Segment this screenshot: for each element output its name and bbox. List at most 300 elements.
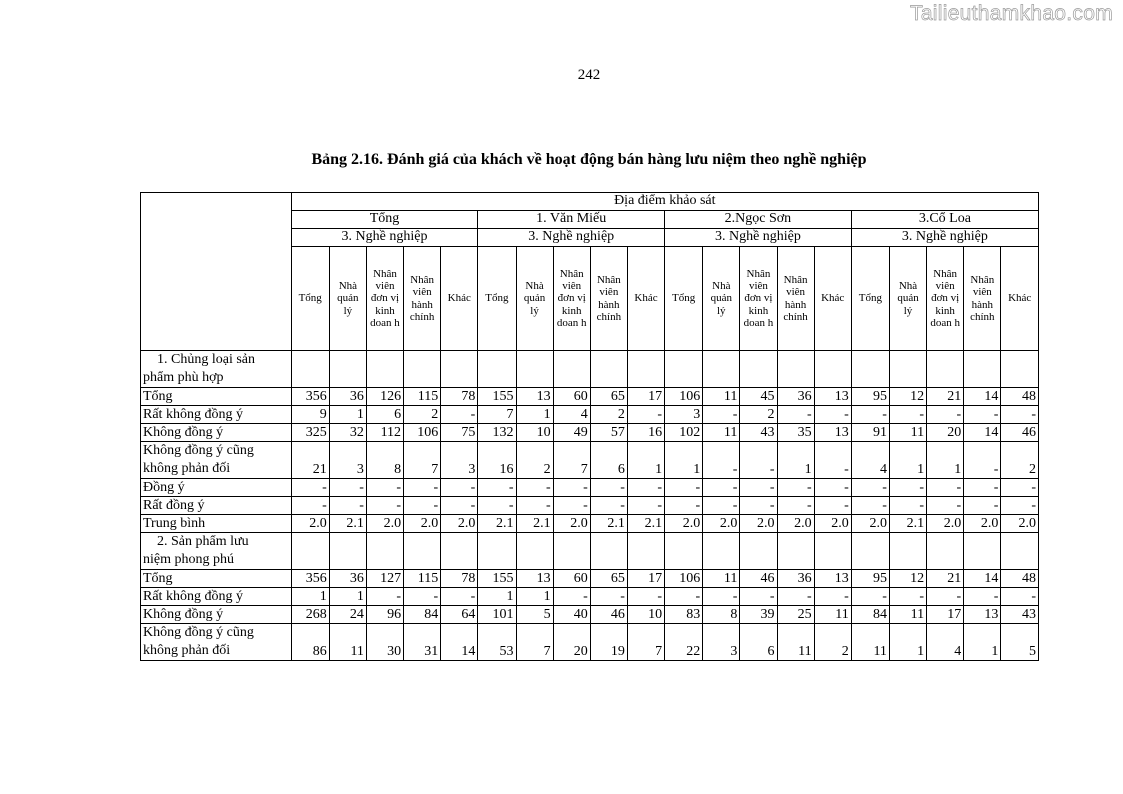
value-cell: - <box>627 479 664 497</box>
empty-cell <box>703 533 740 570</box>
row-label: Rất đồng ý <box>141 497 292 515</box>
row-label <box>141 624 292 661</box>
table-row <box>141 424 1039 442</box>
value-cell: 3 <box>665 406 703 424</box>
empty-cell <box>366 533 403 570</box>
value-cell: 43 <box>740 424 777 442</box>
value-cell: 106 <box>665 570 703 588</box>
value-cell: - <box>1001 497 1039 515</box>
header-column: Nhân viên hành chính <box>964 247 1001 351</box>
value-cell: - <box>814 497 851 515</box>
value-cell: 36 <box>329 570 366 588</box>
value-cell: - <box>329 497 366 515</box>
header-column: Nhà quản lý <box>703 247 740 351</box>
value-cell: 356 <box>291 388 329 406</box>
value-cell: 115 <box>404 388 441 406</box>
value-cell: - <box>441 406 478 424</box>
value-cell: 4 <box>553 406 590 424</box>
value-cell: 1 <box>964 624 1001 661</box>
empty-cell <box>627 533 664 570</box>
value-cell: 106 <box>665 388 703 406</box>
section-title-line: 2. Sản phẩm lưu <box>157 534 249 549</box>
header-column: Nhân viên đơn vị kinh doan h <box>553 247 590 351</box>
value-cell: 6 <box>590 442 627 479</box>
value-cell: 5 <box>516 606 553 624</box>
section-row <box>141 351 1039 388</box>
empty-cell <box>740 533 777 570</box>
value-cell: 17 <box>627 388 664 406</box>
page-number: 242 <box>577 67 601 83</box>
value-cell: 96 <box>366 606 403 624</box>
value-cell: 14 <box>441 624 478 661</box>
value-cell: - <box>665 497 703 515</box>
value-cell: 78 <box>441 570 478 588</box>
header-occupation: 3. Nghề nghiệp <box>851 229 1038 247</box>
value-cell: - <box>1001 479 1039 497</box>
empty-cell <box>1001 533 1039 570</box>
value-cell: - <box>814 442 851 479</box>
value-cell: - <box>1001 406 1039 424</box>
row-label-line: Không đồng ý cũng <box>143 443 254 458</box>
value-cell: - <box>740 479 777 497</box>
value-cell: - <box>777 479 814 497</box>
value-cell: - <box>889 406 926 424</box>
value-cell: 12 <box>889 570 926 588</box>
value-cell: 1 <box>889 624 926 661</box>
table-title: Bảng 2.16. Đánh giá của khách về hoạt động bán hàng lưu niệm theo nghề nghiệp <box>311 151 867 168</box>
value-cell: 13 <box>814 424 851 442</box>
value-cell: 155 <box>478 388 516 406</box>
value-cell: - <box>851 406 889 424</box>
empty-cell <box>851 351 889 388</box>
value-cell: - <box>927 479 964 497</box>
value-cell: 8 <box>366 442 403 479</box>
value-cell: 7 <box>553 442 590 479</box>
header-occupation: 3. Nghề nghiệp <box>478 229 665 247</box>
value-cell: 132 <box>478 424 516 442</box>
value-cell: - <box>627 406 664 424</box>
value-cell: 1 <box>889 442 926 479</box>
value-cell: 2.0 <box>291 515 329 533</box>
header-group: 1. Văn Miếu <box>478 211 665 229</box>
value-cell: - <box>441 479 478 497</box>
value-cell: 325 <box>291 424 329 442</box>
section-row <box>141 533 1039 570</box>
empty-cell <box>665 533 703 570</box>
value-cell: 84 <box>404 606 441 624</box>
value-cell: 17 <box>927 606 964 624</box>
value-cell: 75 <box>441 424 478 442</box>
value-cell: - <box>329 479 366 497</box>
value-cell: 11 <box>703 388 740 406</box>
value-cell: 13 <box>516 570 553 588</box>
value-cell: - <box>964 479 1001 497</box>
value-cell: 14 <box>964 388 1001 406</box>
value-cell: 1 <box>777 442 814 479</box>
value-cell: - <box>590 497 627 515</box>
value-cell: 356 <box>291 570 329 588</box>
value-cell: 65 <box>590 570 627 588</box>
value-cell: 126 <box>366 388 403 406</box>
value-cell: 115 <box>404 570 441 588</box>
row-label: Trung bình <box>141 515 292 533</box>
empty-cell <box>516 351 553 388</box>
value-cell: - <box>703 406 740 424</box>
value-cell: 46 <box>740 570 777 588</box>
value-cell: 2.1 <box>590 515 627 533</box>
table-row <box>141 570 1039 588</box>
value-cell: 2.1 <box>889 515 926 533</box>
value-cell: - <box>703 442 740 479</box>
value-cell: 11 <box>814 606 851 624</box>
value-cell: 2.1 <box>478 515 516 533</box>
value-cell: 91 <box>851 424 889 442</box>
header-column: Nhân viên hành chính <box>404 247 441 351</box>
empty-cell <box>366 351 403 388</box>
empty-cell <box>590 533 627 570</box>
header-column: Nhà quản lý <box>889 247 926 351</box>
value-cell: - <box>703 497 740 515</box>
empty-cell <box>516 533 553 570</box>
value-cell: 7 <box>516 624 553 661</box>
empty-cell <box>964 351 1001 388</box>
empty-cell <box>814 351 851 388</box>
value-cell: 39 <box>740 606 777 624</box>
value-cell: - <box>777 497 814 515</box>
value-cell: 2.1 <box>627 515 664 533</box>
value-cell: 36 <box>777 388 814 406</box>
value-cell: 40 <box>553 606 590 624</box>
table-row <box>141 406 1039 424</box>
value-cell: - <box>478 497 516 515</box>
header-group: 2.Ngọc Sơn <box>665 211 852 229</box>
value-cell: 2.0 <box>665 515 703 533</box>
value-cell: 13 <box>814 388 851 406</box>
value-cell: 20 <box>553 624 590 661</box>
empty-cell <box>404 351 441 388</box>
header-group: 3.Cổ Loa <box>851 211 1038 229</box>
empty-cell <box>478 351 516 388</box>
value-cell: - <box>777 406 814 424</box>
value-cell: 2 <box>814 624 851 661</box>
value-cell: 13 <box>964 606 1001 624</box>
header-occupation: 3. Nghề nghiệp <box>665 229 852 247</box>
empty-cell <box>814 533 851 570</box>
value-cell: 36 <box>329 388 366 406</box>
value-cell: 95 <box>851 388 889 406</box>
value-cell: 11 <box>329 624 366 661</box>
value-cell: - <box>590 479 627 497</box>
value-cell: 16 <box>627 424 664 442</box>
table-row <box>141 388 1039 406</box>
empty-cell <box>553 533 590 570</box>
header-column: Nhân viên hành chính <box>590 247 627 351</box>
value-cell: 9 <box>291 406 329 424</box>
value-cell: 11 <box>889 424 926 442</box>
value-cell: 11 <box>703 570 740 588</box>
value-cell: - <box>740 497 777 515</box>
header-survey-location: Địa điểm khảo sát <box>291 193 1038 211</box>
value-cell: - <box>814 479 851 497</box>
value-cell: 10 <box>516 424 553 442</box>
table-row <box>141 624 1039 661</box>
value-cell: 12 <box>889 388 926 406</box>
header-column: Khác <box>627 247 664 351</box>
empty-cell <box>291 533 329 570</box>
empty-cell <box>553 351 590 388</box>
value-cell: 60 <box>553 570 590 588</box>
value-cell: 155 <box>478 570 516 588</box>
value-cell: 2 <box>740 406 777 424</box>
value-cell: 2 <box>1001 442 1039 479</box>
value-cell: - <box>814 406 851 424</box>
value-cell: 65 <box>590 388 627 406</box>
empty-cell <box>441 533 478 570</box>
header-column: Nhà quản lý <box>516 247 553 351</box>
value-cell: 48 <box>1001 388 1039 406</box>
empty-cell <box>627 351 664 388</box>
empty-cell <box>329 533 366 570</box>
value-cell: - <box>553 588 590 606</box>
value-cell: 21 <box>927 388 964 406</box>
value-cell: 2.0 <box>553 515 590 533</box>
value-cell: 7 <box>478 406 516 424</box>
value-cell: - <box>927 406 964 424</box>
row-label: Tổng <box>141 570 292 588</box>
watermark: Tailieuthamkhao.com <box>910 2 1113 25</box>
value-cell: 7 <box>627 624 664 661</box>
value-cell: - <box>516 479 553 497</box>
header-column: Tổng <box>665 247 703 351</box>
row-label-line: không phản đối <box>143 643 231 658</box>
header-group: Tổng <box>291 211 478 229</box>
value-cell: 45 <box>740 388 777 406</box>
table-row <box>141 588 1039 606</box>
value-cell: 4 <box>927 624 964 661</box>
value-cell: - <box>441 588 478 606</box>
value-cell: 2 <box>590 406 627 424</box>
empty-cell <box>777 351 814 388</box>
value-cell: - <box>441 497 478 515</box>
value-cell: - <box>964 442 1001 479</box>
value-cell: 1 <box>627 442 664 479</box>
value-cell: 16 <box>478 442 516 479</box>
empty-cell <box>404 533 441 570</box>
value-cell: - <box>366 497 403 515</box>
value-cell: 2 <box>516 442 553 479</box>
row-label: Rất không đồng ý <box>141 406 292 424</box>
value-cell: - <box>516 497 553 515</box>
value-cell: 1 <box>665 442 703 479</box>
value-cell: 1 <box>516 588 553 606</box>
value-cell: 48 <box>1001 570 1039 588</box>
value-cell: 24 <box>329 606 366 624</box>
value-cell: 2.1 <box>516 515 553 533</box>
value-cell: 2.0 <box>777 515 814 533</box>
value-cell: 5 <box>1001 624 1039 661</box>
table-row <box>141 442 1039 479</box>
value-cell: 60 <box>553 388 590 406</box>
empty-cell <box>590 351 627 388</box>
value-cell: 1 <box>927 442 964 479</box>
value-cell: 11 <box>889 606 926 624</box>
row-label: Đồng ý <box>141 479 292 497</box>
value-cell: 57 <box>590 424 627 442</box>
empty-cell <box>665 351 703 388</box>
value-cell: - <box>851 588 889 606</box>
section-title-line: niệm phong phú <box>143 552 234 567</box>
value-cell: 1 <box>329 406 366 424</box>
value-cell: - <box>627 497 664 515</box>
value-cell: 14 <box>964 570 1001 588</box>
empty-cell <box>927 533 964 570</box>
value-cell: 14 <box>964 424 1001 442</box>
value-cell: - <box>927 588 964 606</box>
value-cell: 10 <box>627 606 664 624</box>
value-cell: - <box>703 588 740 606</box>
header-column: Nhân viên hành chính <box>777 247 814 351</box>
value-cell: 25 <box>777 606 814 624</box>
empty-cell <box>777 533 814 570</box>
value-cell: 1 <box>291 588 329 606</box>
value-cell: 3 <box>703 624 740 661</box>
value-cell: - <box>777 588 814 606</box>
value-cell: 101 <box>478 606 516 624</box>
value-cell: 11 <box>777 624 814 661</box>
value-cell: 1 <box>516 406 553 424</box>
empty-cell <box>291 351 329 388</box>
value-cell: 78 <box>441 388 478 406</box>
row-label: Không đồng ý <box>141 424 292 442</box>
empty-cell <box>889 351 926 388</box>
table-row <box>141 515 1039 533</box>
value-cell: - <box>740 442 777 479</box>
value-cell: - <box>814 588 851 606</box>
section-title <box>141 533 292 570</box>
value-cell: - <box>291 479 329 497</box>
value-cell: - <box>478 479 516 497</box>
section-title <box>141 351 292 388</box>
value-cell: 6 <box>366 406 403 424</box>
value-cell: 3 <box>329 442 366 479</box>
value-cell: 268 <box>291 606 329 624</box>
header-column: Khác <box>441 247 478 351</box>
value-cell: 2.0 <box>404 515 441 533</box>
row-label-line: không phản đối <box>143 461 231 476</box>
value-cell: 7 <box>404 442 441 479</box>
value-cell: 102 <box>665 424 703 442</box>
row-label-line: Không đồng ý cũng <box>143 625 254 640</box>
value-cell: 2.0 <box>964 515 1001 533</box>
header-corner-cell <box>141 193 292 351</box>
value-cell: - <box>851 479 889 497</box>
value-cell: 35 <box>777 424 814 442</box>
value-cell: 4 <box>851 442 889 479</box>
value-cell: 2.0 <box>927 515 964 533</box>
value-cell: - <box>366 479 403 497</box>
value-cell: 20 <box>927 424 964 442</box>
value-cell: 19 <box>590 624 627 661</box>
value-cell: - <box>553 497 590 515</box>
value-cell: 2.0 <box>1001 515 1039 533</box>
survey-table <box>140 192 1039 661</box>
value-cell: 2 <box>404 406 441 424</box>
value-cell: 3 <box>441 442 478 479</box>
empty-cell <box>740 351 777 388</box>
value-cell: - <box>851 497 889 515</box>
header-column: Tổng <box>291 247 329 351</box>
table-row <box>141 606 1039 624</box>
value-cell: 30 <box>366 624 403 661</box>
value-cell: 36 <box>777 570 814 588</box>
value-cell: 31 <box>404 624 441 661</box>
value-cell: 49 <box>553 424 590 442</box>
value-cell: - <box>404 497 441 515</box>
value-cell: 11 <box>703 424 740 442</box>
value-cell: 6 <box>740 624 777 661</box>
value-cell: - <box>404 479 441 497</box>
value-cell: - <box>665 588 703 606</box>
empty-cell <box>889 533 926 570</box>
row-label: Tổng <box>141 388 292 406</box>
value-cell: 46 <box>590 606 627 624</box>
value-cell: 46 <box>1001 424 1039 442</box>
header-column: Nhân viên đơn vị kinh doan h <box>740 247 777 351</box>
value-cell: 43 <box>1001 606 1039 624</box>
section-title-line: phẩm phù hợp <box>143 370 224 385</box>
row-label <box>141 442 292 479</box>
value-cell: 1 <box>478 588 516 606</box>
value-cell: - <box>927 497 964 515</box>
value-cell: - <box>964 588 1001 606</box>
header-column: Nhân viên đơn vị kinh doan h <box>366 247 403 351</box>
value-cell: 21 <box>291 442 329 479</box>
value-cell: - <box>964 406 1001 424</box>
value-cell: 21 <box>927 570 964 588</box>
value-cell: - <box>889 479 926 497</box>
value-cell: - <box>291 497 329 515</box>
value-cell: - <box>553 479 590 497</box>
value-cell: 53 <box>478 624 516 661</box>
value-cell: 95 <box>851 570 889 588</box>
section-title-line: 1. Chủng loại sản <box>157 352 255 367</box>
empty-cell <box>441 351 478 388</box>
value-cell: - <box>889 588 926 606</box>
empty-cell <box>329 351 366 388</box>
value-cell: - <box>590 588 627 606</box>
value-cell: 2.1 <box>329 515 366 533</box>
value-cell: 127 <box>366 570 403 588</box>
value-cell: 84 <box>851 606 889 624</box>
header-column: Khác <box>1001 247 1039 351</box>
empty-cell <box>1001 351 1039 388</box>
header-column: Nhà quản lý <box>329 247 366 351</box>
empty-cell <box>927 351 964 388</box>
header-column: Tổng <box>851 247 889 351</box>
empty-cell <box>703 351 740 388</box>
value-cell: - <box>404 588 441 606</box>
value-cell: 8 <box>703 606 740 624</box>
empty-cell <box>851 533 889 570</box>
value-cell: - <box>964 497 1001 515</box>
value-cell: 2.0 <box>814 515 851 533</box>
empty-cell <box>964 533 1001 570</box>
value-cell: 2.0 <box>740 515 777 533</box>
value-cell: 17 <box>627 570 664 588</box>
row-label: Không đồng ý <box>141 606 292 624</box>
value-cell: - <box>889 497 926 515</box>
header-column: Tổng <box>478 247 516 351</box>
